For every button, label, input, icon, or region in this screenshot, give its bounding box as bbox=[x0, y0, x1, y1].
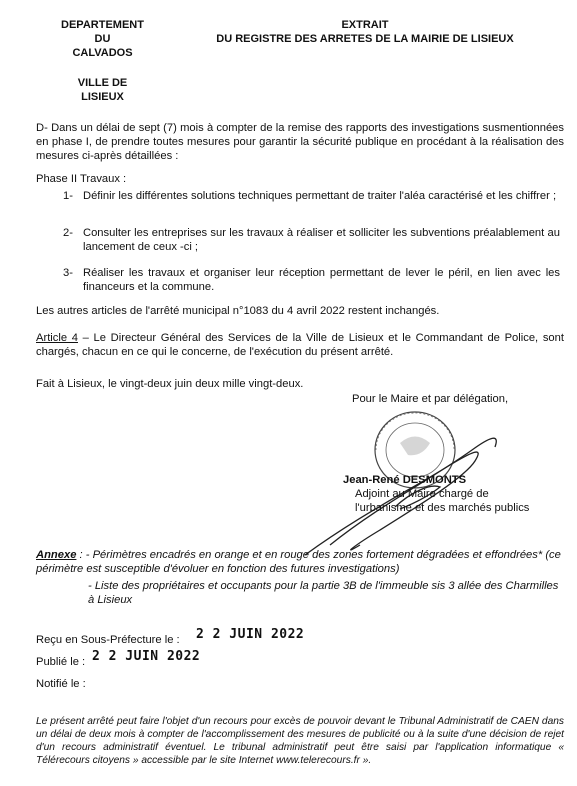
header-line: DU bbox=[94, 33, 111, 45]
signatory-role: l'urbanisme et des marchés publics bbox=[355, 502, 530, 514]
article4-text: – Le Directeur Général des Services de la Ville de Lisieux et le Commandant de Police, sont chargés, chacun en ce qui le concerne, de l'exécution du présent arrêté. bbox=[36, 332, 564, 358]
delegation-text: Pour le Maire et par délégation, bbox=[352, 393, 509, 405]
recu-label: Reçu en Sous-Préfecture le : bbox=[36, 634, 180, 646]
recours-notice: Le présent arrêté peut faire l'objet d'un recours pour excès de pouvoir devant le Tribunal Administratif de CAEN dans un délai de deux mois à compter de l'accomplissement des mesures de publicité ou à la suite d'une décision de rejet d'un recours administratif éventuel. Le tribunal administratif peut être saisi par l'application informatique « Télérecours citoyens » accessible par le site Internet www.telerecours.fr ». bbox=[36, 716, 564, 766]
header-line: EXTRAIT bbox=[341, 19, 389, 31]
register-header bbox=[215, 18, 515, 46]
publie-date-stamp: 2 2 JUIN 2022 bbox=[92, 649, 201, 664]
signatory-role: Adjoint au Maire chargé de bbox=[355, 488, 489, 500]
header-line: VILLE DE bbox=[77, 77, 128, 89]
fait-a-text: Fait à Lisieux, le vingt-deux juin deux mille vingt-deux. bbox=[36, 378, 304, 390]
list-item bbox=[63, 189, 560, 219]
header-line: CALVADOS bbox=[72, 47, 133, 59]
list-number: 2- bbox=[63, 227, 73, 239]
list-number: 3- bbox=[63, 267, 73, 279]
list-text: Réaliser les travaux et organiser leur réception permettant de lever le péril, en lien avec les financeurs et la commune. bbox=[83, 267, 560, 293]
article4-paragraph bbox=[36, 331, 564, 359]
header-line: DEPARTEMENT bbox=[61, 19, 144, 31]
annexe-text: : - Périmètres encadrés en orange et en rouge des zones fortement dégradées et effondrées* (ce périmètre est susceptible d'évoluer en fonction des futures investigations) bbox=[36, 549, 561, 575]
unchanged-articles-text: Les autres articles de l'arrêté municipal n°1083 du 4 avril 2022 restent inchangés. bbox=[36, 305, 440, 317]
recu-date-stamp: 2 2 JUIN 2022 bbox=[196, 627, 305, 642]
annexe-label: Annexe bbox=[36, 549, 77, 561]
header-line: LISIEUX bbox=[81, 91, 124, 103]
list-number: 1- bbox=[63, 190, 73, 202]
publie-label: Publié le : bbox=[36, 656, 86, 668]
list-text: Définir les différentes solutions techniques permettant de traiter l'aléa caractérisé et les chiffrer ; bbox=[83, 190, 557, 202]
annexe-item bbox=[36, 548, 564, 576]
phase2-title: Phase II Travaux : bbox=[36, 173, 127, 185]
list-text: Consulter les entreprises sur les travaux à réaliser et solliciter les subventions préalablement au lancement de ceux -ci ; bbox=[83, 227, 560, 253]
notifie-label: Notifié le : bbox=[36, 678, 86, 690]
annexe-item: - Liste des propriétaires et occupants pour la partie 3B de l'immeuble sis 3 allée des Charmilles à Lisieux bbox=[88, 580, 559, 606]
article4-label: Article 4 bbox=[36, 332, 78, 344]
list-item bbox=[63, 266, 560, 296]
list-item bbox=[63, 226, 560, 256]
department-header bbox=[40, 18, 165, 104]
signatory-name: Jean-René DESMONTS bbox=[343, 474, 467, 486]
header-line: DU REGISTRE DES ARRETES DE LA MAIRIE DE LISIEUX bbox=[216, 33, 514, 45]
section-d-paragraph: D- Dans un délai de sept (7) mois à compter de la remise des rapports des investigations susmentionnées en phase I, de prendre toutes mesures pour garantir la sécurité publique en procédant à la réalisation des mesures ci-après détaillées : bbox=[36, 122, 564, 162]
